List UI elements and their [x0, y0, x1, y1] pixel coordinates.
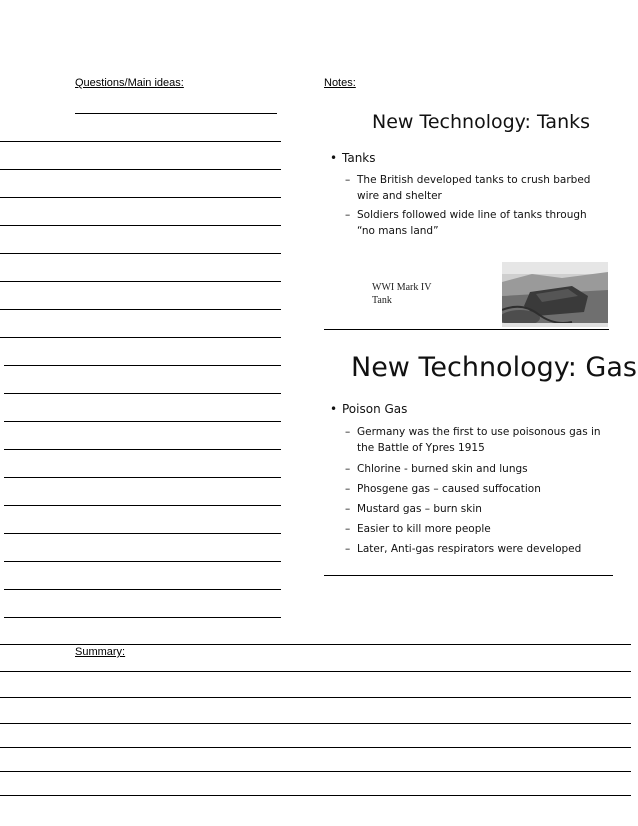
writing-line[interactable]: [4, 589, 281, 590]
sub-bullet: – Chlorine - burned skin and lungs: [345, 463, 528, 475]
questions-header: Questions/Main ideas:: [75, 77, 184, 89]
sub-bullet: – Easier to kill more people: [345, 523, 491, 535]
writing-line[interactable]: [0, 723, 631, 724]
writing-line[interactable]: [4, 617, 281, 618]
summary-top-line: [0, 644, 631, 645]
writing-line[interactable]: [0, 309, 281, 310]
writing-line[interactable]: [0, 747, 631, 748]
sub-bullet: – Phosgene gas – caused suffocation: [345, 483, 541, 495]
writing-line[interactable]: [0, 337, 281, 338]
bullet-item: • Tanks: [330, 151, 376, 165]
writing-line[interactable]: [4, 505, 281, 506]
slide-title: New Technology: Tanks: [372, 111, 591, 133]
tank-photo: [502, 262, 608, 327]
writing-line[interactable]: [4, 421, 281, 422]
writing-line[interactable]: [4, 533, 281, 534]
writing-line[interactable]: [0, 771, 631, 772]
writing-line[interactable]: [0, 671, 631, 672]
writing-line[interactable]: [0, 795, 631, 796]
sub-bullet: – The British developed tanks to crush barbed wire and shelter: [345, 174, 591, 202]
sub-bullet: – Germany was the first to use poisonous gas in the Battle of Ypres 1915: [345, 426, 601, 454]
sub-bullet: – Mustard gas – burn skin: [345, 503, 482, 515]
slide-divider: [324, 575, 613, 576]
writing-line[interactable]: [0, 281, 281, 282]
writing-line[interactable]: [4, 561, 281, 562]
writing-line[interactable]: [0, 169, 281, 170]
writing-line[interactable]: [4, 365, 281, 366]
sub-bullet: – Later, Anti-gas respirators were developed: [345, 543, 582, 555]
writing-line[interactable]: [0, 253, 281, 254]
sub-bullet: – Soldiers followed wide line of tanks through “no mans land”: [345, 209, 587, 237]
image-caption: WWI Mark IV Tank: [372, 282, 432, 306]
writing-line[interactable]: [4, 393, 281, 394]
notes-header: Notes:: [324, 77, 356, 89]
slide-divider: [324, 329, 609, 330]
writing-line[interactable]: [0, 697, 631, 698]
bullet-item: • Poison Gas: [330, 402, 408, 416]
writing-line[interactable]: [0, 141, 281, 142]
slide-title: New Technology: Gas: [351, 352, 637, 383]
writing-line[interactable]: [75, 113, 277, 114]
writing-line[interactable]: [4, 449, 281, 450]
summary-header: Summary:: [75, 646, 126, 658]
writing-line[interactable]: [0, 225, 281, 226]
writing-line[interactable]: [4, 477, 281, 478]
writing-line[interactable]: [0, 197, 281, 198]
